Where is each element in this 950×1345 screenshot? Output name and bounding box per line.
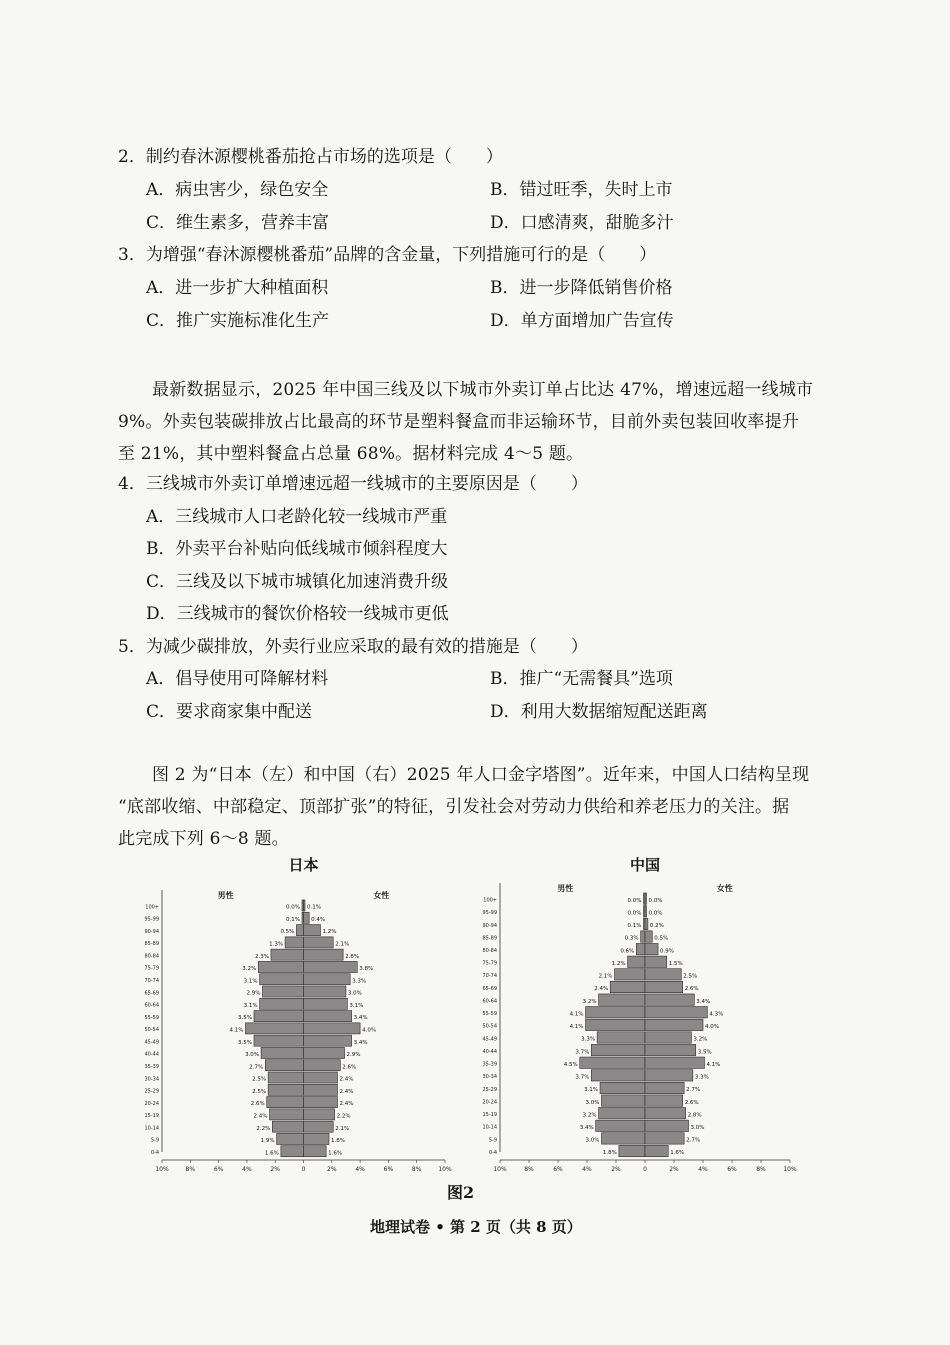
china-age-label: 55-59 — [482, 1011, 497, 1018]
japan-age-label: 80-84 — [144, 953, 159, 960]
japan-male-value: 0.1% — [286, 916, 300, 923]
china-female-bar — [645, 1082, 684, 1093]
china-male-value: 3.2% — [582, 1112, 597, 1119]
japan-male-value: 2.2% — [256, 1125, 271, 1132]
japan-female-label: 女性 — [373, 891, 390, 900]
china-female-value: 0.0% — [648, 897, 663, 904]
china-female-bar — [645, 1070, 693, 1081]
china-age-label: 75-79 — [482, 960, 497, 967]
japan-female-bar — [304, 974, 351, 985]
china-female-value: 2.8% — [687, 1112, 702, 1119]
china-age-label: 20-24 — [482, 1099, 497, 1106]
china-female-bar — [645, 1032, 691, 1043]
japan-male-value: 3.5% — [237, 1015, 252, 1022]
china-male-value: 3.1% — [584, 1087, 599, 1094]
china-female-value: 2.6% — [684, 986, 699, 993]
china-female-bar — [645, 1007, 707, 1018]
japan-male-value: 2.5% — [252, 1088, 267, 1095]
q4-stem: 4．三线城市外卖订单增速远超一线城市的主要原因是（ ） — [118, 474, 588, 494]
china-age-label: 85-89 — [482, 935, 497, 942]
japan-x-tick-label: 10% — [155, 1166, 169, 1172]
china-x-tick-label: 8% — [756, 1166, 766, 1172]
china-population-pyramid — [478, 852, 808, 1172]
china-female-value: 0.0% — [648, 910, 663, 917]
japan-x-tick-label: 6% — [213, 1166, 224, 1172]
china-female-value: 3.5% — [697, 1049, 712, 1056]
china-female-bar — [645, 981, 683, 992]
japan-population-pyramid — [140, 852, 460, 1172]
japan-male-value: 3.2% — [242, 966, 257, 973]
japan-male-value: 3.0% — [245, 1052, 260, 1059]
japan-x-tick-label: 2% — [270, 1166, 280, 1172]
japan-x-tick-label: 6% — [383, 1166, 394, 1172]
japan-age-label: 0-4 — [150, 1150, 159, 1157]
china-male-bar — [599, 994, 645, 1005]
japan-male-bar — [261, 1047, 303, 1058]
china-female-bar — [645, 994, 694, 1005]
japan-male-bar — [267, 1097, 304, 1108]
material1-line2: 9%。外卖包装碳排放占比最高的环节是塑料餐盒而非运输环节，目前外卖包装回收率提升 — [118, 412, 799, 432]
china-x-tick-label: 4% — [582, 1166, 592, 1172]
japan-male-bar — [260, 998, 304, 1009]
china-male-value: 2.1% — [598, 973, 613, 980]
china-age-label: 0-4 — [488, 1149, 497, 1156]
china-female-value: 3.3% — [694, 1074, 709, 1081]
china-age-label: 95-99 — [482, 910, 497, 917]
japan-age-label: 95-99 — [144, 916, 159, 923]
china-male-bar — [602, 1133, 646, 1144]
q5-option-d[interactable]: D．利用大数据缩短配送距离 — [490, 702, 708, 722]
q2-option-b[interactable]: B．错过旺季，失时上市 — [490, 180, 673, 200]
china-female-value: 4.3% — [709, 1011, 724, 1018]
china-male-bar — [591, 1070, 645, 1081]
japan-male-value: 3.5% — [237, 1039, 252, 1046]
japan-male-bar — [260, 974, 304, 985]
china-male-bar — [580, 1057, 645, 1068]
china-age-label: 65-69 — [482, 985, 497, 992]
q4-option-c[interactable]: C．三线及以下城市城镇化加速消费升级 — [146, 572, 449, 592]
china-male-bar — [597, 1032, 645, 1043]
q4-option-b[interactable]: B．外卖平台补贴向低线城市倾斜程度大 — [146, 539, 448, 559]
china-male-value: 3.4% — [579, 1125, 594, 1132]
china-female-bar — [645, 1108, 686, 1119]
japan-female-bar — [304, 1121, 334, 1132]
japan-male-bar — [270, 1109, 304, 1120]
china-male-value: 2.4% — [594, 986, 609, 993]
china-female-value: 1.6% — [670, 1150, 685, 1157]
japan-female-value: 1.2% — [322, 929, 337, 936]
china-female-value: 2.7% — [686, 1137, 701, 1144]
china-female-value: 0.2% — [649, 923, 664, 930]
china-female-value: 3.4% — [696, 998, 711, 1005]
china-male-value: 1.8% — [602, 1150, 617, 1157]
japan-female-value: 2.8% — [345, 953, 360, 960]
china-title: 中国 — [629, 856, 661, 874]
japan-female-bar — [304, 1097, 338, 1108]
china-male-value: 4.5% — [563, 1061, 578, 1068]
japan-title: 日本 — [288, 856, 319, 874]
china-x-tick-label: 0 — [643, 1166, 647, 1172]
japan-female-value: 3.4% — [353, 1039, 368, 1046]
japan-female-value: 2.1% — [335, 941, 350, 948]
japan-male-bar — [265, 1060, 303, 1071]
china-female-value: 3.0% — [690, 1125, 705, 1132]
japan-female-value: 1.6% — [328, 1150, 343, 1157]
china-male-value: 3.0% — [585, 1137, 600, 1144]
japan-male-bar — [277, 1133, 304, 1144]
q2-option-c[interactable]: C．维生素多，营养丰富 — [146, 213, 330, 233]
japan-female-bar — [304, 1035, 352, 1046]
china-male-value: 3.0% — [585, 1099, 600, 1106]
japan-female-value: 3.1% — [349, 1002, 364, 1009]
china-female-bar — [645, 956, 667, 967]
china-female-value: 2.5% — [683, 973, 698, 980]
china-age-label: 70-74 — [482, 973, 497, 980]
china-age-label: 15-19 — [482, 1112, 497, 1119]
china-male-value: 0.3% — [624, 935, 639, 942]
q2-stem: 2．制约春沐源樱桃番茄抢占市场的选项是（ ） — [118, 147, 503, 167]
japan-age-label: 10-14 — [144, 1125, 159, 1132]
china-female-bar — [645, 1145, 668, 1156]
japan-age-label: 5-9 — [150, 1137, 159, 1144]
japan-female-bar — [304, 1023, 361, 1034]
japan-female-value: 2.4% — [339, 1076, 354, 1083]
japan-female-bar — [304, 1011, 352, 1022]
china-male-value: 0.0% — [627, 897, 642, 904]
china-male-value: 4.1% — [569, 1011, 584, 1018]
q5-option-b[interactable]: B．推广“无需餐具”选项 — [490, 669, 673, 689]
japan-male-value: 2.7% — [249, 1064, 264, 1071]
q3-option-c[interactable]: C．推广实施标准化生产 — [146, 311, 330, 331]
japan-female-bar — [304, 937, 334, 948]
japan-x-tick-label: 2% — [327, 1166, 337, 1172]
japan-age-label: 85-89 — [144, 941, 159, 948]
china-male-value: 3.3% — [581, 1036, 596, 1043]
china-age-label: 45-49 — [482, 1036, 497, 1043]
china-age-label: 5-9 — [488, 1137, 497, 1144]
japan-female-bar — [304, 1109, 335, 1120]
material2-line1: 图 2 为“日本（左）和中国（右）2025 年人口金字塔图”。近年来，中国人口结构呈现 — [152, 765, 810, 785]
japan-female-value: 3.8% — [359, 966, 374, 973]
japan-female-value: 2.6% — [342, 1064, 357, 1071]
japan-age-label: 60-64 — [144, 1002, 159, 1009]
china-male-bar — [602, 1095, 646, 1106]
japan-x-tick-label: 10% — [438, 1166, 452, 1172]
china-x-tick-label: 10% — [493, 1166, 507, 1172]
japan-male-value: 2.3% — [254, 953, 269, 960]
japan-female-bar — [304, 986, 346, 997]
japan-male-value: 3.1% — [243, 1002, 258, 1009]
china-x-tick-label: 10% — [783, 1166, 797, 1172]
china-age-label: 25-29 — [482, 1086, 497, 1093]
china-female-bar — [645, 969, 681, 980]
china-age-label: 30-34 — [482, 1074, 497, 1081]
japan-female-value: 3.4% — [353, 1015, 368, 1022]
china-age-label: 35-39 — [482, 1061, 497, 1068]
japan-male-bar — [285, 937, 303, 948]
material2-line3: 此完成下列 6～8 题。 — [118, 829, 289, 849]
q3-option-b[interactable]: B．进一步降低销售价格 — [490, 278, 673, 298]
japan-x-tick-label: 0 — [301, 1166, 306, 1172]
japan-age-label: 90-94 — [144, 928, 159, 935]
china-male-value: 0.0% — [627, 910, 642, 917]
japan-age-label: 25-29 — [144, 1088, 159, 1095]
china-female-value: 2.7% — [686, 1087, 701, 1094]
japan-x-tick-label: 8% — [411, 1166, 422, 1172]
japan-age-label: 50-54 — [144, 1027, 159, 1034]
japan-x-tick-label: 4% — [242, 1166, 252, 1172]
japan-male-value: 2.4% — [253, 1113, 268, 1120]
japan-female-value: 0.1% — [307, 904, 321, 911]
china-female-bar — [645, 1095, 683, 1106]
japan-female-value: 3.0% — [347, 990, 362, 997]
figure-caption: 图2 — [447, 1183, 475, 1202]
china-male-bar — [610, 981, 645, 992]
japan-female-bar — [304, 998, 348, 1009]
japan-female-bar — [304, 961, 358, 972]
japan-female-value: 2.4% — [339, 1101, 354, 1108]
japan-age-label: 45-49 — [144, 1039, 159, 1046]
japan-male-bar — [254, 1011, 304, 1022]
japan-female-value: 2.4% — [339, 1088, 354, 1095]
japan-female-bar — [304, 912, 310, 923]
japan-female-bar — [304, 1047, 345, 1058]
japan-female-value: 0.4% — [311, 916, 326, 923]
japan-female-bar — [304, 1060, 341, 1071]
china-male-value: 1.2% — [611, 960, 626, 967]
china-x-tick-label: 4% — [698, 1166, 708, 1172]
q5-option-a[interactable]: A．倡导使用可降解材料 — [146, 669, 329, 689]
china-male-bar — [615, 969, 645, 980]
japan-female-value: 2.1% — [335, 1125, 350, 1132]
japan-female-value: 4.0% — [362, 1027, 377, 1034]
japan-male-value: 1.9% — [260, 1138, 275, 1145]
china-female-bar — [645, 1057, 704, 1068]
china-male-label: 男性 — [557, 884, 574, 893]
japan-age-label: 100+ — [145, 904, 159, 911]
china-x-tick-label: 6% — [553, 1166, 563, 1172]
china-male-bar — [636, 943, 645, 954]
japan-female-bar — [304, 1084, 338, 1095]
china-male-bar — [628, 956, 645, 967]
china-age-label: 80-84 — [482, 947, 497, 954]
china-male-bar — [600, 1082, 645, 1093]
china-female-value: 3.2% — [693, 1036, 708, 1043]
japan-male-bar — [268, 1072, 303, 1083]
china-male-bar — [641, 931, 645, 942]
japan-female-bar — [304, 925, 321, 936]
japan-male-bar — [254, 1035, 304, 1046]
japan-age-label: 35-39 — [144, 1064, 159, 1071]
japan-x-tick-label: 4% — [355, 1166, 365, 1172]
china-male-value: 3.7% — [575, 1074, 590, 1081]
q5-stem: 5．为减少碳排放，外卖行业应采取的最有效的措施是（ ） — [118, 637, 588, 657]
china-female-bar — [645, 918, 648, 929]
china-female-bar — [645, 1120, 689, 1131]
page-footer: 地理试卷 • 第 2 页（共 8 页） — [370, 1218, 582, 1236]
japan-x-tick-label: 8% — [185, 1166, 196, 1172]
q2-option-a[interactable]: A．病虫害少，绿色安全 — [146, 180, 329, 200]
japan-male-label: 男性 — [217, 891, 234, 900]
q5-option-c[interactable]: C．要求商家集中配送 — [146, 702, 313, 722]
china-female-bar — [645, 943, 658, 954]
material2-line2: “底部收缩、中部稳定、顶部扩张”的特征，引发社会对劳动力供给和养老压力的关注。据 — [118, 797, 790, 817]
china-male-value: 4.1% — [569, 1024, 584, 1031]
japan-age-label: 40-44 — [144, 1051, 159, 1058]
q3-stem: 3．为增强“春沐源樱桃番茄”品牌的含金量，下列措施可行的是（ ） — [118, 245, 657, 265]
q4-option-d[interactable]: D．三线城市的餐饮价格较一线城市更低 — [146, 604, 449, 624]
china-female-bar — [645, 931, 652, 942]
japan-female-value: 2.9% — [346, 1052, 361, 1059]
q2-option-d[interactable]: D．口感清爽，甜脆多汁 — [490, 213, 674, 233]
china-male-bar — [619, 1145, 645, 1156]
japan-male-bar — [268, 1084, 303, 1095]
japan-female-bar — [304, 1072, 338, 1083]
japan-male-value: 4.1% — [229, 1027, 244, 1034]
china-age-label: 50-54 — [482, 1023, 497, 1030]
japan-male-bar — [271, 949, 304, 960]
q4-option-a[interactable]: A．三线城市人口老龄化较一线城市严重 — [146, 507, 448, 527]
japan-female-value: 2.2% — [336, 1113, 351, 1120]
q3-option-d[interactable]: D．单方面增加广告宣传 — [490, 311, 674, 331]
japan-male-value: 1.6% — [264, 1150, 279, 1157]
japan-female-value: 1.8% — [330, 1138, 345, 1145]
china-age-label: 60-64 — [482, 998, 497, 1005]
china-female-bar — [645, 1044, 696, 1055]
china-male-bar — [586, 1019, 645, 1030]
china-male-value: 3.2% — [582, 998, 597, 1005]
japan-male-value: 2.9% — [246, 990, 261, 997]
japan-male-value: 2.5% — [252, 1076, 267, 1083]
china-age-label: 10-14 — [482, 1124, 497, 1131]
japan-age-label: 65-69 — [144, 990, 159, 997]
japan-age-label: 70-74 — [144, 978, 159, 985]
japan-male-value: 0.5% — [280, 929, 295, 936]
japan-female-value: 3.3% — [352, 978, 367, 985]
japan-male-value: 2.6% — [250, 1101, 265, 1108]
material1-line3: 至 21%，其中塑料餐盒占总量 68%。据材料完成 4～5 题。 — [118, 444, 584, 464]
japan-male-bar — [281, 1146, 304, 1157]
japan-age-label: 20-24 — [144, 1100, 159, 1107]
china-age-label: 40-44 — [482, 1048, 497, 1055]
japan-male-value: 0.0% — [286, 904, 300, 911]
japan-male-bar — [262, 986, 303, 997]
japan-male-bar — [245, 1023, 303, 1034]
china-male-value: 3.7% — [575, 1049, 590, 1056]
japan-female-bar — [304, 900, 306, 911]
japan-female-bar — [304, 1133, 329, 1144]
china-male-value: 0.6% — [620, 948, 635, 955]
china-age-label: 100+ — [483, 897, 497, 904]
china-x-tick-label: 6% — [727, 1166, 737, 1172]
japan-male-value: 1.3% — [269, 941, 284, 948]
china-female-value: 4.0% — [705, 1024, 719, 1031]
japan-age-label: 15-19 — [144, 1113, 159, 1120]
china-female-bar — [645, 893, 647, 904]
china-x-tick-label: 2% — [669, 1166, 679, 1172]
japan-male-bar — [296, 925, 303, 936]
japan-male-value: 3.1% — [243, 978, 258, 985]
china-female-value: 2.6% — [684, 1099, 699, 1106]
japan-age-label: 75-79 — [144, 965, 159, 972]
china-male-bar — [586, 1007, 645, 1018]
china-female-bar — [645, 1133, 684, 1144]
material1-line1: 最新数据显示，2025 年中国三线及以下城市外卖订单占比达 47%，增速远超一线城市 — [152, 380, 814, 400]
china-male-value: 0.1% — [627, 923, 642, 930]
china-male-bar — [591, 1044, 645, 1055]
china-female-value: 4.1% — [706, 1061, 721, 1068]
q3-option-a[interactable]: A．进一步扩大种植面积 — [146, 278, 329, 298]
japan-female-bar — [304, 1146, 327, 1157]
japan-female-bar — [304, 949, 344, 960]
china-x-tick-label: 2% — [611, 1166, 621, 1172]
china-x-tick-label: 8% — [524, 1166, 534, 1172]
china-male-bar — [599, 1108, 645, 1119]
china-female-bar — [645, 906, 647, 917]
china-female-value: 0.9% — [660, 948, 675, 955]
china-female-value: 1.5% — [668, 960, 683, 967]
china-age-label: 90-94 — [482, 922, 497, 929]
japan-male-bar — [258, 961, 303, 972]
china-male-bar — [596, 1120, 645, 1131]
china-female-value: 0.5% — [654, 935, 669, 942]
japan-male-bar — [272, 1121, 303, 1132]
japan-age-label: 55-59 — [144, 1014, 159, 1021]
japan-age-label: 30-34 — [144, 1076, 159, 1083]
china-female-label: 女性 — [716, 884, 733, 893]
china-female-bar — [645, 1019, 703, 1030]
